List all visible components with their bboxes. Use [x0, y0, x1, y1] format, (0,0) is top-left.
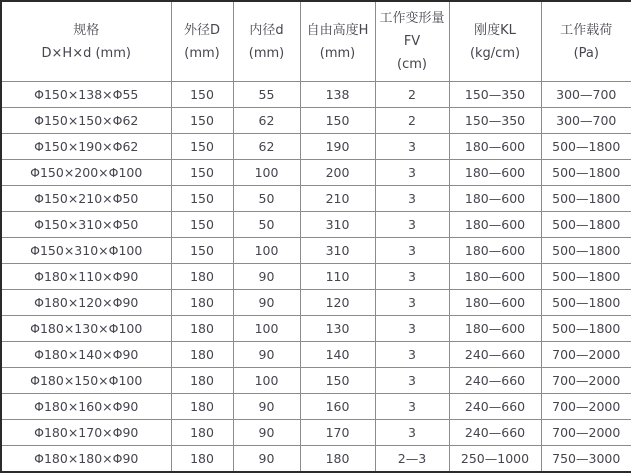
- column-header: [1, 1, 171, 82]
- table-cell: 500—1800: [541, 134, 631, 160]
- table-cell: 90: [233, 394, 300, 420]
- table-cell: 240—660: [449, 342, 541, 368]
- table-cell: Φ180×130×Φ100: [1, 316, 171, 342]
- column-header-line: (mm): [248, 45, 285, 61]
- table-cell: Φ180×170×Φ90: [1, 420, 171, 446]
- table-cell: 2: [375, 108, 449, 134]
- column-header: [375, 1, 449, 82]
- table-cell: 700—2000: [541, 342, 631, 368]
- table-cell: Φ150×310×Φ50: [1, 212, 171, 238]
- table-cell: 160: [300, 394, 375, 420]
- table-cell: 150: [171, 82, 233, 108]
- table-cell: 180—600: [449, 134, 541, 160]
- table-row: [1, 186, 631, 212]
- column-header: [300, 1, 375, 82]
- table-cell: 310: [300, 212, 375, 238]
- table-row: [1, 316, 631, 342]
- table-cell: 180: [171, 420, 233, 446]
- table-cell: 180—600: [449, 238, 541, 264]
- table-cell: 3: [375, 290, 449, 316]
- table-cell: 700—2000: [541, 368, 631, 394]
- column-header-line: 外径D: [183, 22, 220, 38]
- table-cell: Φ180×110×Φ90: [1, 264, 171, 290]
- table-cell: 2: [375, 82, 449, 108]
- table-cell: 100: [233, 238, 300, 264]
- table-cell: 2—3: [375, 446, 449, 473]
- table-cell: 3: [375, 342, 449, 368]
- table-cell: 150: [300, 108, 375, 134]
- column-header-line: (cm): [397, 57, 427, 72]
- table-cell: 62: [233, 134, 300, 160]
- column-header-line: 规格: [73, 22, 100, 38]
- table-cell: 180: [171, 394, 233, 420]
- table-cell: 3: [375, 316, 449, 342]
- table-cell: 3: [375, 368, 449, 394]
- table-cell: 3: [375, 420, 449, 446]
- table-cell: Φ150×150×Φ62: [1, 108, 171, 134]
- column-header-line: 刚度KL: [474, 22, 516, 38]
- column-header-line: (kg/cm): [469, 45, 521, 61]
- table-cell: 138: [300, 82, 375, 108]
- table-cell: 210: [300, 186, 375, 212]
- table-cell: 750—3000: [541, 446, 631, 473]
- table-row: [1, 290, 631, 316]
- table-cell: 180—600: [449, 212, 541, 238]
- table-cell: 500—1800: [541, 186, 631, 212]
- table-cell: 500—1800: [541, 212, 631, 238]
- table-row: [1, 82, 631, 108]
- table-row: [1, 212, 631, 238]
- column-header-line: 工作载荷: [560, 22, 613, 38]
- table-cell: 150: [171, 108, 233, 134]
- column-header-line: 内径d: [249, 22, 284, 38]
- header-row: [1, 1, 631, 82]
- table-cell: 90: [233, 446, 300, 473]
- column-header: [541, 1, 631, 82]
- table-cell: 120: [300, 290, 375, 316]
- table-cell: 180: [171, 342, 233, 368]
- column-header-line: (mm): [319, 45, 356, 61]
- table-cell: 150: [171, 134, 233, 160]
- table-cell: 150: [171, 186, 233, 212]
- table-header: [1, 1, 631, 82]
- table-cell: 310: [300, 238, 375, 264]
- table-row: [1, 134, 631, 160]
- table-cell: 170: [300, 420, 375, 446]
- table-cell: 180: [171, 316, 233, 342]
- table-cell: 300—700: [541, 82, 631, 108]
- table-cell: 180: [171, 264, 233, 290]
- table-cell: 3: [375, 238, 449, 264]
- table-cell: 300—700: [541, 108, 631, 134]
- table-cell: 190: [300, 134, 375, 160]
- table-cell: 90: [233, 342, 300, 368]
- table-cell: 250—1000: [449, 446, 541, 473]
- table-cell: 100: [233, 316, 300, 342]
- table-cell: Φ150×138×Φ55: [1, 82, 171, 108]
- table-row: [1, 342, 631, 368]
- table-cell: 240—660: [449, 420, 541, 446]
- table-row: [1, 238, 631, 264]
- column-header-line: (Pa): [573, 45, 599, 61]
- table-body: [1, 82, 631, 473]
- table-cell: 3: [375, 134, 449, 160]
- table-cell: 150: [171, 160, 233, 186]
- column-header-line: FV: [403, 34, 421, 49]
- table-cell: 62: [233, 108, 300, 134]
- table-cell: 140: [300, 342, 375, 368]
- table-cell: 150—350: [449, 108, 541, 134]
- table-cell: Φ150×200×Φ100: [1, 160, 171, 186]
- table-cell: 3: [375, 264, 449, 290]
- table-row: [1, 108, 631, 134]
- table-cell: Φ180×180×Φ90: [1, 446, 171, 473]
- table-cell: 180: [171, 368, 233, 394]
- table-cell: Φ180×160×Φ90: [1, 394, 171, 420]
- table-cell: Φ150×190×Φ62: [1, 134, 171, 160]
- table-cell: 150: [300, 368, 375, 394]
- table-cell: 90: [233, 264, 300, 290]
- table-cell: 180—600: [449, 290, 541, 316]
- column-header: [171, 1, 233, 82]
- table-cell: 100: [233, 160, 300, 186]
- column-header: [449, 1, 541, 82]
- table-cell: 3: [375, 212, 449, 238]
- table-cell: 180—600: [449, 186, 541, 212]
- table-cell: 180—600: [449, 160, 541, 186]
- table-cell: Φ180×150×Φ100: [1, 368, 171, 394]
- table-cell: 240—660: [449, 368, 541, 394]
- table-row: [1, 394, 631, 420]
- table-cell: 150: [171, 238, 233, 264]
- table-cell: 180: [300, 446, 375, 473]
- column-header-line: 自由高度H: [306, 22, 369, 38]
- table-row: [1, 446, 631, 473]
- table-cell: 180: [171, 290, 233, 316]
- column-header-line: D×H×d (mm): [41, 45, 131, 61]
- table-cell: 500—1800: [541, 264, 631, 290]
- table-cell: 3: [375, 186, 449, 212]
- table-cell: 110: [300, 264, 375, 290]
- table-cell: Φ180×140×Φ90: [1, 342, 171, 368]
- table-cell: 200: [300, 160, 375, 186]
- table-cell: 55: [233, 82, 300, 108]
- table-cell: 500—1800: [541, 316, 631, 342]
- table-cell: 50: [233, 212, 300, 238]
- table-cell: 700—2000: [541, 394, 631, 420]
- table-cell: Φ150×210×Φ50: [1, 186, 171, 212]
- table-cell: 90: [233, 290, 300, 316]
- table-cell: 180—600: [449, 316, 541, 342]
- column-header-line: 工作变形量: [379, 11, 445, 26]
- table-row: [1, 160, 631, 186]
- table-cell: Φ180×120×Φ90: [1, 290, 171, 316]
- table-cell: 3: [375, 160, 449, 186]
- table-cell: 100: [233, 368, 300, 394]
- table-cell: 150—350: [449, 82, 541, 108]
- table-row: [1, 420, 631, 446]
- table-cell: 500—1800: [541, 160, 631, 186]
- table-cell: 50: [233, 186, 300, 212]
- table-cell: 240—660: [449, 394, 541, 420]
- column-header-line: (mm): [184, 45, 220, 61]
- column-header: [233, 1, 300, 82]
- table-cell: 500—1800: [541, 238, 631, 264]
- table-cell: 500—1800: [541, 290, 631, 316]
- table-row: [1, 264, 631, 290]
- table-cell: 180—600: [449, 264, 541, 290]
- table-cell: 130: [300, 316, 375, 342]
- table-cell: 180: [171, 446, 233, 473]
- table-cell: 150: [171, 212, 233, 238]
- table-cell: 700—2000: [541, 420, 631, 446]
- table-row: [1, 368, 631, 394]
- table-cell: Φ150×310×Φ100: [1, 238, 171, 264]
- table-cell: 3: [375, 394, 449, 420]
- table-cell: 90: [233, 420, 300, 446]
